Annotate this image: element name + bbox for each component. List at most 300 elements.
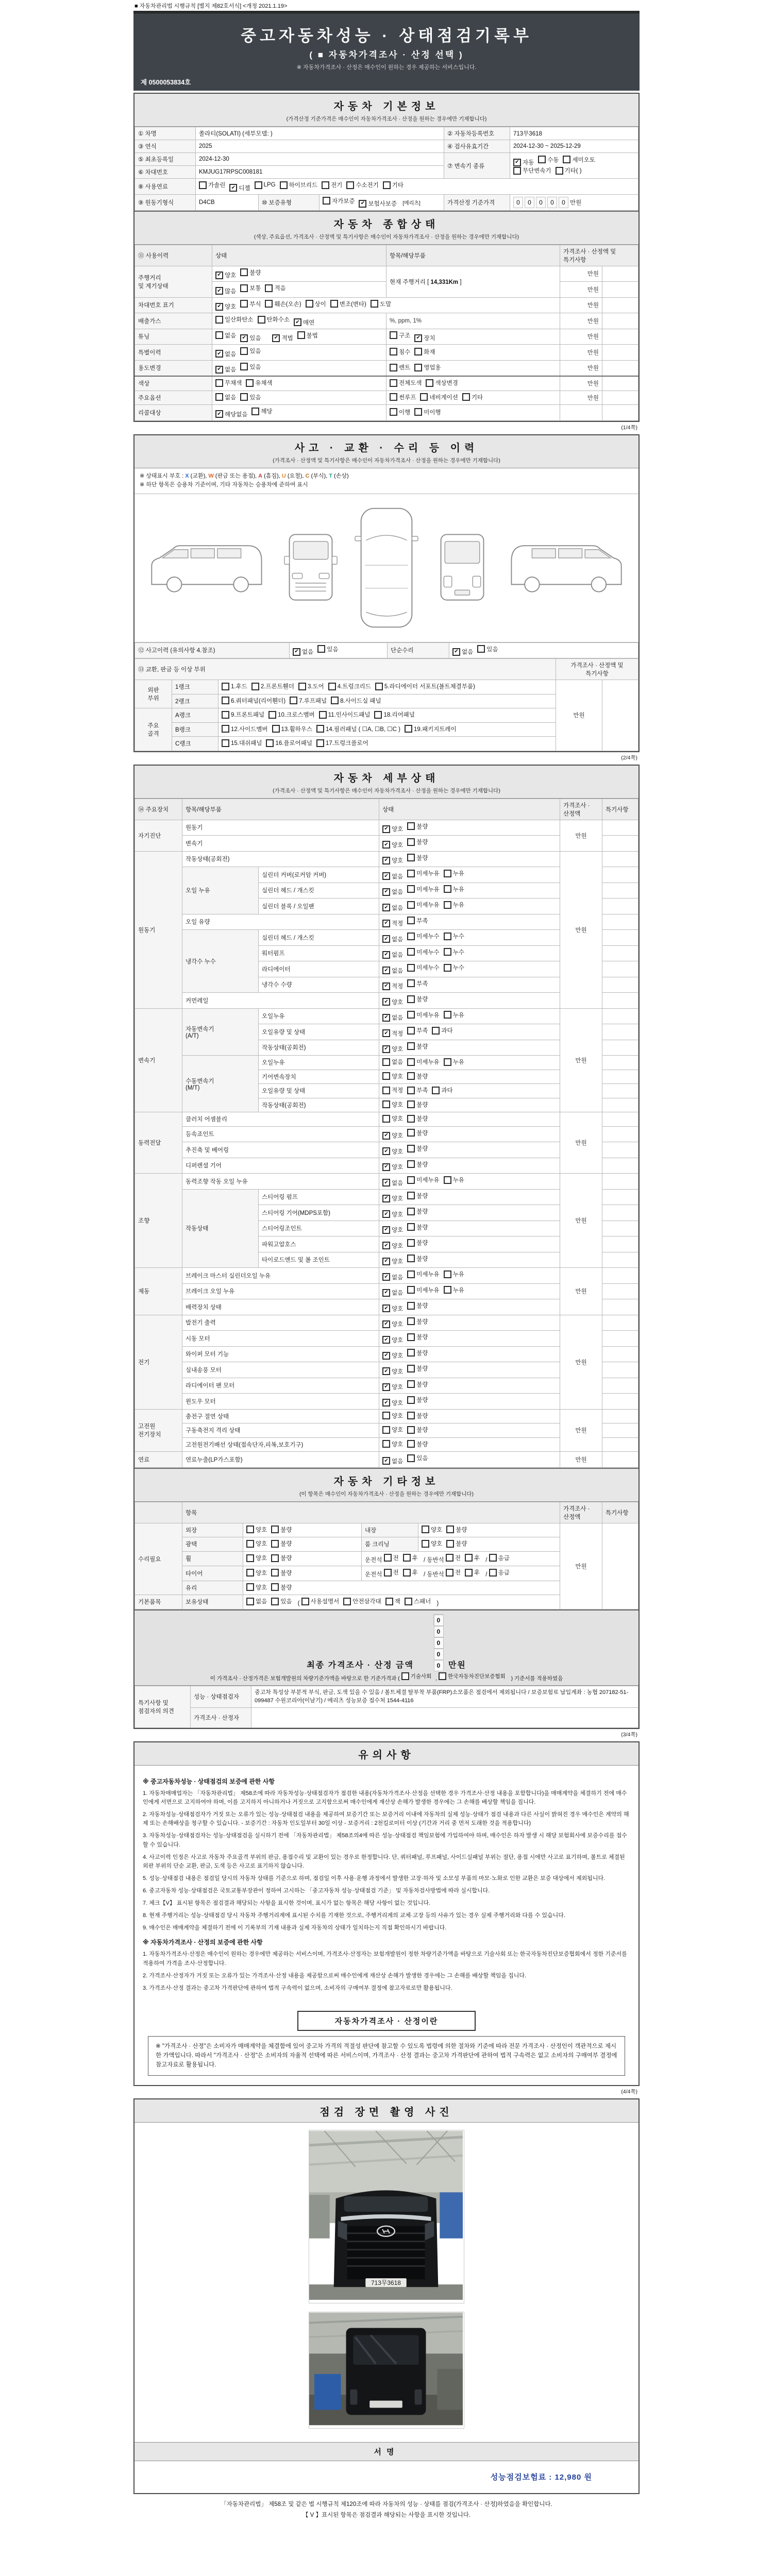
- checkbox-option[interactable]: 10.크로스멤버: [268, 710, 315, 719]
- checkbox-option[interactable]: 미세누수: [407, 932, 439, 940]
- checkbox-option[interactable]: 누유: [444, 1270, 464, 1278]
- checkbox-option[interactable]: 수동: [538, 156, 559, 164]
- checkbox-option[interactable]: 부식: [240, 300, 261, 308]
- checkbox-icon: [298, 683, 306, 690]
- inspector-comment: 중고차 특성상 부분적 부식, 판금, 도색 있을 수 있음 / 볼트체결 탈부착 부품(FRP)소모품은 점검에서 제외됩니다 / 보증보험료 납입계좌 : 농협 207182-51-099487 수원코리아(이남기) / 메리츠 성능보증 접수처 1544-4116: [251, 1686, 638, 1707]
- remark-cell: [602, 1142, 638, 1158]
- checkbox-option[interactable]: 미이행: [414, 408, 441, 416]
- checkbox-option[interactable]: ✔ 많음: [215, 287, 236, 295]
- checkbox-option[interactable]: ✔ 없음: [382, 1457, 403, 1465]
- status-cell: [243, 1551, 362, 1566]
- checkbox-option[interactable]: 양호: [246, 1569, 267, 1577]
- table-row: [135, 1315, 638, 1331]
- table-row: [135, 851, 638, 867]
- checkbox-option[interactable]: 미세누수: [407, 963, 439, 972]
- checkbox-option[interactable]: 있음: [271, 1597, 292, 1605]
- checkbox-option[interactable]: ✔ 없음: [382, 888, 403, 896]
- checkbox-option[interactable]: ✔ 없음: [382, 1179, 403, 1187]
- checkbox-option[interactable]: 양호: [246, 1583, 267, 1591]
- subitem-label: 워터펌프: [259, 945, 379, 961]
- checkbox-option[interactable]: 양호: [382, 1114, 403, 1123]
- checkbox-option[interactable]: ✔ 양호: [382, 1131, 403, 1140]
- checkbox-option[interactable]: ✔ 없음: [452, 648, 473, 656]
- checkbox-icon: [407, 1255, 415, 1262]
- checkbox-icon: [444, 948, 451, 956]
- checkbox-option[interactable]: ✔ 적정: [382, 919, 403, 927]
- checkbox-option[interactable]: 불량: [407, 1440, 428, 1448]
- checkbox-option[interactable]: 미세누유: [407, 1176, 439, 1184]
- checkbox-option[interactable]: ✔ 양호: [215, 271, 236, 279]
- checkbox-icon: [383, 181, 391, 189]
- checkbox-option[interactable]: 1.후드: [222, 682, 247, 690]
- checkbox-icon: ✔: [382, 1179, 390, 1187]
- checkbox-icon: [477, 645, 485, 653]
- checkbox-option[interactable]: ✔ 없음: [293, 648, 313, 656]
- checkbox-option[interactable]: 불량: [407, 1207, 428, 1215]
- subitem-label: 오일누유: [259, 1056, 379, 1070]
- checkbox-icon: [407, 838, 415, 846]
- price-cell: 만원: [560, 360, 602, 376]
- checkbox-option[interactable]: ✔ 양호: [382, 1147, 403, 1156]
- remark-cell: [602, 1126, 638, 1142]
- checkbox-option[interactable]: ✔ 양호: [382, 1320, 403, 1328]
- checkbox-option[interactable]: ✔ 양호: [382, 1367, 403, 1376]
- form-reference: ■ 자동차관리법 시행규칙 [별지 제82호서식] <개정 2021.1.19>: [135, 3, 288, 9]
- checkbox-option[interactable]: ✔ 양호: [382, 1399, 403, 1407]
- remark-cell: [602, 680, 638, 751]
- checkbox-option[interactable]: 양호: [382, 1426, 403, 1434]
- checkbox-option[interactable]: 18.리어패널: [374, 710, 414, 719]
- usage-label: 튜닝: [135, 329, 212, 345]
- checkbox-option[interactable]: 전: [446, 1554, 461, 1562]
- inspector-label: 성능 · 상태점검자: [191, 1686, 251, 1707]
- checkbox-option[interactable]: 미세누유: [407, 1058, 439, 1066]
- checkbox-option[interactable]: ✔ 양호: [382, 1383, 403, 1391]
- checkbox-option[interactable]: 13.휠하우스: [272, 725, 312, 733]
- checkbox-option[interactable]: 불량: [407, 1072, 428, 1080]
- table-row: [135, 680, 638, 694]
- checkbox-option[interactable]: 있음: [317, 645, 338, 653]
- checkbox-option[interactable]: 불량: [407, 995, 428, 1003]
- checkbox-icon: ✔: [382, 872, 390, 880]
- checkbox-option[interactable]: 일산화탄소: [215, 315, 254, 324]
- checkbox-option[interactable]: 부족: [407, 1086, 428, 1094]
- checkbox-option[interactable]: 유채색: [246, 379, 272, 387]
- checkbox-icon: [444, 964, 451, 972]
- checkbox-option[interactable]: 기타: [383, 181, 404, 189]
- checkbox-option[interactable]: 불량: [446, 1526, 467, 1534]
- checkbox-option[interactable]: ✔ 적정: [382, 982, 403, 990]
- checkbox-option[interactable]: 기술사회: [401, 1672, 432, 1680]
- checkbox-option[interactable]: 훼손(오손): [265, 300, 301, 308]
- checkbox-option[interactable]: 없음: [382, 1058, 403, 1066]
- checkbox-option[interactable]: 11.인사이드패널: [319, 710, 371, 719]
- checkbox-option[interactable]: 네비게이션: [420, 393, 458, 401]
- item-label: 냉각수 누수: [182, 930, 259, 993]
- checkbox-option[interactable]: ✔ 양호: [382, 825, 403, 833]
- subitem-label: 실린더 블록 / 오일팬: [259, 899, 379, 914]
- checkbox-option[interactable]: 있음: [407, 1454, 428, 1462]
- checkbox-option[interactable]: 불량: [407, 1144, 428, 1153]
- checkbox-option[interactable]: 양호: [246, 1539, 267, 1548]
- checkbox-option[interactable]: 8.사이드실 패널: [331, 697, 381, 705]
- checkbox-option[interactable]: ✔ 디젤: [229, 184, 250, 192]
- checkbox-option[interactable]: 잭: [385, 1597, 400, 1605]
- checkbox-icon: ✔: [215, 303, 223, 311]
- checkbox-option[interactable]: ✔ 양호: [382, 1242, 403, 1250]
- checkbox-option[interactable]: 양호: [246, 1526, 267, 1534]
- checkbox-option[interactable]: 미세누유: [407, 1286, 439, 1294]
- checkbox-option[interactable]: 부족: [407, 979, 428, 988]
- checkbox-option[interactable]: 불량: [407, 854, 428, 862]
- notice-section-heading: ※ 자동차가격조사 · 산정의 보증에 관한 사항: [143, 1938, 263, 1946]
- checkbox-option[interactable]: 불량: [407, 838, 428, 846]
- checkbox-option[interactable]: 없음: [215, 331, 236, 340]
- checkbox-option[interactable]: 불량: [407, 1192, 428, 1200]
- checkbox-option[interactable]: 응급: [489, 1568, 510, 1577]
- checkbox-icon: [272, 725, 280, 733]
- checkbox-option[interactable]: ✔ 양호: [215, 302, 236, 311]
- checkbox-icon: [384, 1554, 392, 1562]
- checkbox-icon: ✔: [382, 998, 390, 1006]
- checkbox-option[interactable]: 14.필러패널 ( ☐A, ☐B, ☐C ): [316, 725, 400, 733]
- checkbox-option[interactable]: 불량: [271, 1569, 292, 1577]
- group-label: 조향: [135, 1174, 182, 1268]
- status-cell: [379, 1268, 560, 1284]
- checkbox-option[interactable]: 누수: [444, 963, 464, 972]
- checkbox-option[interactable]: 있음: [240, 363, 261, 371]
- checkbox-option[interactable]: ✔ 없음: [382, 904, 403, 912]
- checkbox-option[interactable]: ✔ 장치: [414, 334, 435, 342]
- checkbox-option[interactable]: 후: [465, 1554, 480, 1562]
- checkbox-option[interactable]: 있음: [240, 393, 261, 401]
- price-cell: 만원: [560, 391, 602, 405]
- status-cell: [379, 1452, 560, 1468]
- usage-label: 색상: [135, 376, 212, 391]
- checkbox-option[interactable]: 도말: [371, 300, 391, 308]
- checkbox-option[interactable]: ✔ 양호: [382, 1351, 403, 1360]
- checkbox-icon: ✔: [359, 200, 366, 208]
- checkbox-option[interactable]: 9.프론트패널: [222, 710, 264, 719]
- checkbox-option[interactable]: ✔ 양호: [382, 1210, 403, 1218]
- checkbox-option[interactable]: 불량: [271, 1526, 292, 1534]
- column-header: 항목/해당부품: [386, 245, 560, 266]
- checkbox-icon: ✔: [382, 967, 390, 974]
- table-row: [135, 345, 638, 361]
- checkbox-option[interactable]: 색상변경: [426, 379, 458, 387]
- checkbox-option[interactable]: 누수: [444, 932, 464, 940]
- table-row: [135, 1707, 638, 1727]
- checkbox-option[interactable]: 미세누유: [407, 885, 439, 893]
- checkbox-option[interactable]: 수소전기: [346, 181, 378, 189]
- checkbox-option[interactable]: 누유: [444, 869, 464, 877]
- checkbox-option[interactable]: 16.플로어패널: [266, 739, 312, 747]
- checkbox-option[interactable]: 렌트: [390, 363, 410, 371]
- vehicle-diagram-top: [354, 505, 419, 630]
- checkbox-option[interactable]: 보통: [240, 284, 261, 292]
- checkbox-option[interactable]: 과다: [432, 1086, 452, 1094]
- item-label: 휠: [182, 1551, 243, 1566]
- checkbox-option[interactable]: 가솔린: [199, 181, 225, 189]
- item-cell: [386, 345, 560, 361]
- checkbox-option[interactable]: 불량: [271, 1539, 292, 1548]
- checkbox-option[interactable]: 불량: [407, 1364, 428, 1372]
- checkbox-option[interactable]: ✔ 매연: [294, 318, 314, 327]
- checkbox-icon: [405, 725, 412, 733]
- checkbox-option[interactable]: 영업용: [414, 363, 441, 371]
- checkbox-option[interactable]: 5.라디에이터 서포트(볼트체결부품): [375, 682, 475, 690]
- status-cell: [379, 1236, 560, 1252]
- checkbox-option[interactable]: 12.사이드멤버: [222, 725, 268, 733]
- checkbox-option[interactable]: 19.패키지트레이: [405, 725, 457, 733]
- checkbox-option[interactable]: 불량: [271, 1554, 292, 1562]
- checkbox-option[interactable]: ✔ 양호: [382, 1226, 403, 1234]
- checkbox-option[interactable]: 이행: [390, 408, 410, 416]
- checkbox-option[interactable]: 17.트렁크플로어: [316, 739, 368, 747]
- checkbox-option[interactable]: 6.쿼터패널(리어휀더): [222, 697, 285, 705]
- checkbox-option[interactable]: 후: [403, 1554, 418, 1562]
- checkbox-option[interactable]: LPG: [255, 181, 276, 189]
- checkbox-icon: [382, 1072, 390, 1080]
- inspection-insurance-fee: 성능점검보험료 : 12,980 원: [490, 2473, 592, 2482]
- checkbox-option[interactable]: 양호: [382, 1072, 403, 1080]
- appraiser-comment: [251, 1707, 638, 1727]
- checkbox-option[interactable]: 양호: [422, 1526, 442, 1534]
- checkbox-option[interactable]: ✔ 해당없음: [215, 410, 247, 418]
- checkbox-option[interactable]: 없음: [246, 1597, 267, 1605]
- checkbox-option[interactable]: ✔ 양호: [382, 1163, 403, 1171]
- license-plate-front: 713무3618: [371, 2279, 401, 2286]
- overall-status-subtitle: (색상, 주요옵션, 가격조사 · 산정액 및 특기사항은 매수인이 자동차가격조사 · 산정을 원하는 경우에만 기재합니다): [254, 233, 519, 240]
- checkbox-icon: ✔: [215, 410, 223, 418]
- document-header: [133, 11, 640, 91]
- status-code-T: T: [329, 472, 332, 479]
- checkbox-option[interactable]: 불량: [407, 1114, 428, 1123]
- checkbox-option[interactable]: 불량: [407, 822, 428, 831]
- checkbox-icon: [407, 1270, 415, 1278]
- checkbox-option[interactable]: 누유: [444, 901, 464, 909]
- checkbox-option[interactable]: ✔ 자동: [513, 158, 534, 166]
- checkbox-icon: ✔: [382, 888, 390, 896]
- checkbox-option[interactable]: 불량: [407, 1426, 428, 1434]
- checkbox-option[interactable]: 불량: [407, 1301, 428, 1310]
- checkbox-option[interactable]: 무단변속기: [513, 166, 551, 175]
- checkbox-option[interactable]: 불량: [407, 1317, 428, 1326]
- checkbox-option[interactable]: ✔ 없음: [382, 951, 403, 959]
- status-cell: [379, 1394, 560, 1410]
- checkbox-option[interactable]: 불량: [407, 1223, 428, 1231]
- checkbox-option[interactable]: 불량: [407, 1412, 428, 1420]
- checkbox-option[interactable]: 불량: [407, 1396, 428, 1404]
- checkbox-option[interactable]: ✔ 없음: [382, 1013, 403, 1022]
- checkbox-option[interactable]: ✔ 양호: [382, 1194, 403, 1202]
- checkbox-icon: [240, 393, 248, 401]
- checkbox-option[interactable]: 전: [446, 1568, 461, 1577]
- checkbox-option[interactable]: ✔ 없음: [215, 365, 236, 374]
- checkbox-option[interactable]: ✔ 양호: [382, 1257, 403, 1265]
- checkbox-option[interactable]: 스패너: [405, 1597, 431, 1605]
- checkbox-option[interactable]: 사용설명서: [301, 1597, 340, 1605]
- checkbox-option[interactable]: 전: [384, 1568, 399, 1577]
- field-label: 가격산정 기준가격: [444, 194, 510, 210]
- checkbox-option[interactable]: 양호: [246, 1554, 267, 1562]
- checkbox-option[interactable]: 미세누유: [407, 1011, 439, 1019]
- checkbox-option[interactable]: 없음: [215, 393, 236, 401]
- subitem-label: 파워고압호스: [259, 1236, 379, 1252]
- checkbox-option[interactable]: 불량: [407, 1160, 428, 1168]
- checkbox-option[interactable]: 상이: [306, 300, 326, 308]
- checkbox-icon: [407, 1176, 415, 1184]
- checkbox-option[interactable]: 무채색: [215, 379, 242, 387]
- checkbox-option[interactable]: 과다: [432, 1026, 452, 1035]
- checkbox-icon: [382, 1412, 390, 1419]
- checkbox-icon: [390, 364, 397, 371]
- checkbox-option[interactable]: 7.루프패널: [290, 697, 327, 705]
- checkbox-option[interactable]: 세미오토: [563, 156, 595, 164]
- basic-info-title: 자동차 기본정보: [333, 101, 440, 112]
- checkbox-option[interactable]: 불량: [407, 1333, 428, 1341]
- checkbox-option[interactable]: 적음: [265, 284, 285, 292]
- checkbox-option[interactable]: 3.도어: [298, 682, 324, 690]
- engine-value: D4CB: [196, 194, 259, 210]
- checkbox-option[interactable]: 누수: [444, 948, 464, 956]
- checkbox-option[interactable]: 불량: [240, 268, 261, 277]
- checkbox-option[interactable]: 누유: [444, 885, 464, 893]
- checkbox-option[interactable]: 탄화수소: [258, 315, 290, 324]
- checkbox-option[interactable]: 미세누유: [407, 1270, 439, 1278]
- checkbox-option[interactable]: 응급: [489, 1554, 510, 1562]
- checkbox-option[interactable]: ✔ 있음: [240, 334, 261, 342]
- checkbox-option[interactable]: 양호: [382, 1100, 403, 1109]
- checkbox-option[interactable]: 후: [465, 1568, 480, 1577]
- price-cell: 만원: [560, 1268, 602, 1315]
- price-cell: 만원: [560, 313, 602, 329]
- checkbox-option[interactable]: 전체도색: [390, 379, 422, 387]
- checkbox-option[interactable]: 2.프론트휀더: [251, 682, 294, 690]
- checkbox-option[interactable]: 미세누유: [407, 869, 439, 877]
- checkbox-option[interactable]: ✔ 없음: [382, 967, 403, 975]
- checkbox-icon: [401, 1672, 409, 1680]
- checkbox-option[interactable]: 한국자동차진단보증협회: [439, 1672, 506, 1680]
- checkbox-option[interactable]: 해당: [251, 407, 272, 415]
- checkbox-option[interactable]: 불량: [407, 1255, 428, 1263]
- document-note: ※ 자동차가격조사 · 산정은 매수인이 원하는 경우 제공하는 서비스입니다.: [296, 64, 477, 71]
- checkbox-option[interactable]: ✔ 보험사보증: [359, 199, 397, 208]
- checkbox-option[interactable]: ✔ 양호: [382, 1336, 403, 1344]
- checkbox-option[interactable]: 미세누수: [407, 948, 439, 956]
- checkbox-icon: [407, 1365, 415, 1372]
- checkbox-option[interactable]: 하이브리드: [280, 181, 318, 189]
- status-cell: [379, 1205, 560, 1221]
- checkbox-option[interactable]: 있음: [477, 645, 498, 653]
- checkbox-option[interactable]: 구조: [390, 331, 410, 340]
- checkbox-option[interactable]: 15.대쉬패널: [222, 739, 262, 747]
- checkbox-option[interactable]: 누유: [444, 1176, 464, 1184]
- checkbox-option[interactable]: 후: [403, 1568, 418, 1577]
- checkbox-option[interactable]: 부족: [407, 917, 428, 925]
- status-code-legend: [135, 468, 638, 494]
- status-cell: [243, 1537, 362, 1552]
- checkbox-option[interactable]: 양호: [382, 1412, 403, 1420]
- status-cell: [212, 405, 386, 421]
- checkbox-icon: [407, 854, 415, 861]
- checkbox-option[interactable]: 불량: [407, 1380, 428, 1388]
- checkbox-option[interactable]: 안전삼각대: [343, 1597, 381, 1605]
- checkbox-option[interactable]: 불량: [407, 1239, 428, 1247]
- checkbox-option[interactable]: 침수: [390, 348, 410, 356]
- remark-cell: [602, 1236, 638, 1252]
- checkbox-option[interactable]: ✔ 적정: [382, 1029, 403, 1038]
- checkbox-option[interactable]: 양호: [422, 1539, 442, 1548]
- checkbox-option[interactable]: 4.트렁크리드: [328, 682, 371, 690]
- table-row: [135, 127, 638, 140]
- checkbox-option[interactable]: 양호: [382, 1440, 403, 1448]
- checkbox-icon: [513, 167, 521, 175]
- price-cell: 만원: [560, 297, 602, 313]
- checkbox-icon: [407, 1426, 415, 1434]
- checkbox-option[interactable]: 기타: [462, 393, 483, 401]
- checkbox-option[interactable]: 자가보증: [323, 197, 355, 205]
- photos-body: [135, 2123, 638, 2442]
- remark-cell: [602, 1315, 638, 1331]
- status-cell: [379, 1174, 560, 1190]
- checkbox-option[interactable]: 누유: [444, 1286, 464, 1294]
- checkbox-option[interactable]: ✔ 양호: [382, 1304, 403, 1313]
- checkbox-option[interactable]: ✔ 양호: [382, 1045, 403, 1053]
- checkbox-option[interactable]: 누유: [444, 1058, 464, 1066]
- checkbox-option[interactable]: 불량: [446, 1539, 467, 1548]
- checkbox-option[interactable]: 기타( ): [556, 166, 582, 175]
- accident-history-label: ⑫ 사고이력 (유의사항 4.참조): [135, 642, 290, 658]
- checkbox-option[interactable]: ✔ 없음: [382, 1289, 403, 1297]
- checkbox-option[interactable]: ✔ 적법: [272, 334, 293, 342]
- checkbox-icon: [382, 1058, 390, 1066]
- checkbox-option[interactable]: ✔ 없음: [215, 350, 236, 358]
- checkbox-option[interactable]: ✔ 양호: [382, 998, 403, 1006]
- checkbox-option[interactable]: 적정: [382, 1086, 403, 1094]
- checkbox-option[interactable]: ✔ 양호: [382, 841, 403, 849]
- checkbox-option[interactable]: 부족: [407, 1026, 428, 1035]
- checkbox-option[interactable]: 누유: [444, 1011, 464, 1019]
- checkbox-option[interactable]: 불법: [297, 331, 318, 340]
- checkbox-option[interactable]: 불량: [407, 1042, 428, 1050]
- checkbox-option[interactable]: 있음: [240, 347, 261, 355]
- checkbox-icon: [271, 1569, 279, 1577]
- checkbox-option[interactable]: 불량: [271, 1583, 292, 1591]
- checkbox-option[interactable]: ✔ 없음: [382, 935, 403, 943]
- price-cell: 만원: [560, 1452, 602, 1468]
- checkbox-option[interactable]: 불량: [407, 1100, 428, 1109]
- checkbox-option[interactable]: 변조(변타): [330, 300, 366, 308]
- footer-line-2: 【 V 】표시된 항목은 점검결과 해당되는 사항을 표시한 것입니다.: [302, 2512, 471, 2518]
- checkbox-option[interactable]: ✔ 양호: [382, 856, 403, 865]
- checkbox-option[interactable]: 전: [384, 1554, 399, 1562]
- checkbox-option[interactable]: 전기: [322, 181, 342, 189]
- checkbox-option[interactable]: ✔ 없음: [382, 1273, 403, 1281]
- checkbox-option[interactable]: ✔ 없음: [382, 872, 403, 880]
- group-label: 주요 골격: [135, 708, 172, 751]
- page-marker-1: (1/4쪽): [621, 424, 637, 431]
- checkbox-option[interactable]: 불량: [407, 1129, 428, 1137]
- checkbox-option[interactable]: 불량: [407, 1349, 428, 1357]
- item-cell: [386, 329, 560, 345]
- checkbox-icon: ✔: [240, 334, 248, 342]
- price-survey-info-title: 자동차가격조사 · 산정이란: [297, 2011, 476, 2031]
- checkbox-option[interactable]: 썬루프: [390, 393, 416, 401]
- field-label: ⑨ 원동기형식: [135, 194, 196, 210]
- checkbox-option[interactable]: 화재: [414, 348, 435, 356]
- checkbox-option[interactable]: 미세누유: [407, 901, 439, 909]
